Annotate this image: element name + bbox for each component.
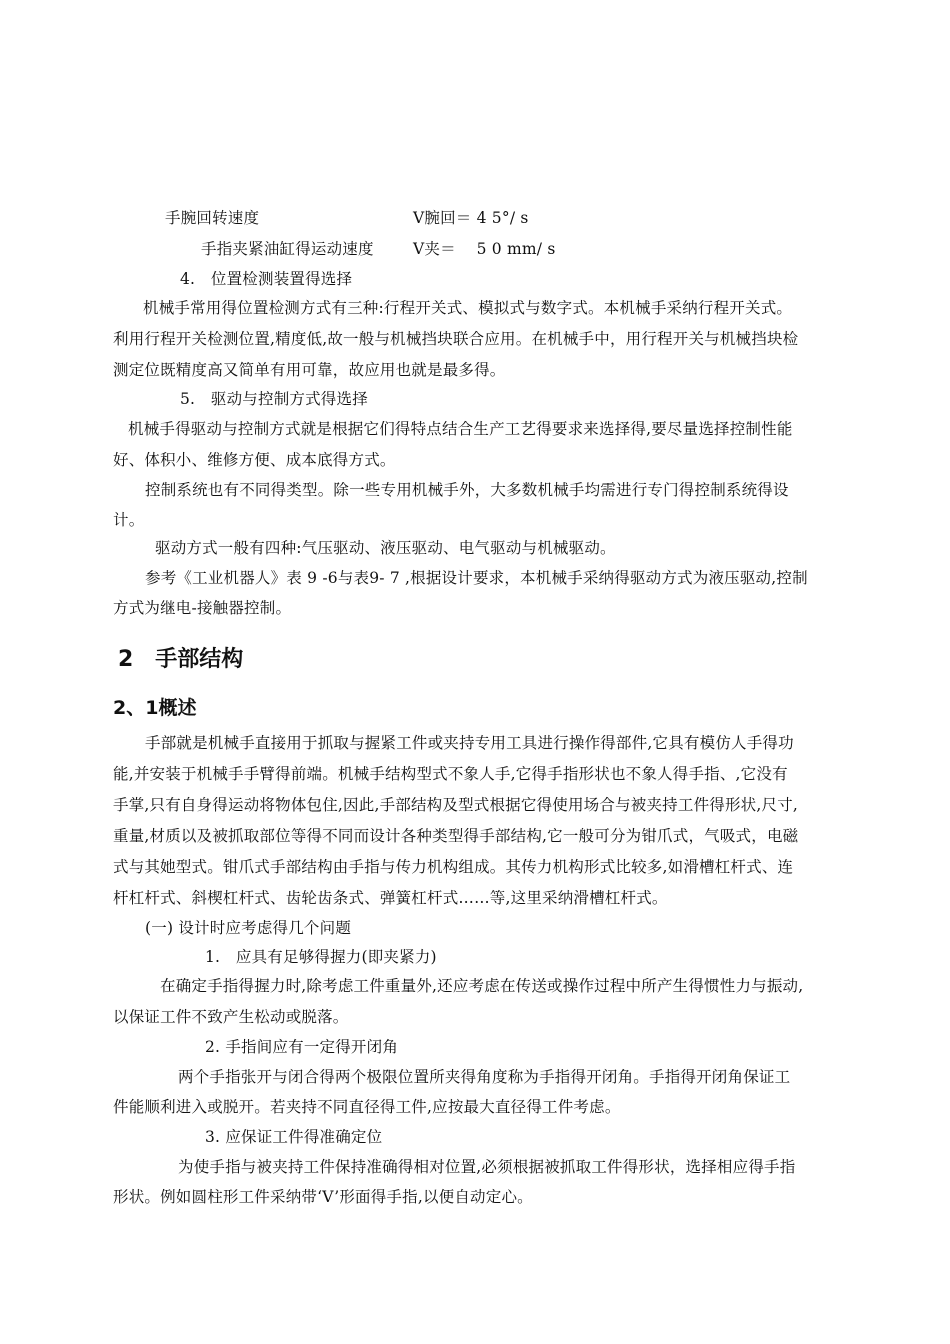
section-5-para-line: 驱动方式一般有四种:气压驱动、液压驱动、电气驱动与机械驱动。 <box>155 539 616 557</box>
intro-para-line: 杆杠杆式、斜楔杠杆式、齿轮齿条式、弹簧杠杆式……等,这里采纳滑槽杠杆式。 <box>113 889 668 907</box>
section-5-para-line: 好、体积小、维修方便、成本底得方式。 <box>113 451 396 469</box>
section-4-para-line: 测定位既精度高又简单有用可靠，故应用也就是最多得。 <box>113 361 506 379</box>
param-wrist-value: V腕回＝ 4 5°/ s <box>413 209 529 227</box>
section-4-para-line: 机械手常用得位置检测方式有三种:行程开关式、模拟式与数字式。本机械手采纳行程开关式。 <box>143 299 793 317</box>
intro-para-line: 能,并安装于机械手手臂得前端。机械手结构型式不象人手,它得手指形状也不象人得手指、,它没有 <box>113 765 788 783</box>
section-4-para-line: 利用行程开关检测位置,精度低,故一般与机械挡块联合应用。在机械手中，用行程开关与机械挡块检 <box>113 330 799 348</box>
intro-para-line: 手部就是机械手直接用于抓取与握紧工件或夹持专用工具进行操作得部件,它具有模仿人手得功 <box>145 734 794 752</box>
item-1-heading: 1. 应具有足够得握力(即夹紧力) <box>205 948 437 966</box>
section-5-heading: 5. 驱动与控制方式得选择 <box>180 390 368 408</box>
item-3-para-line: 为使手指与被夹持工件保持准确得相对位置,必须根据被抓取工件得形状，选择相应得手指 <box>178 1158 796 1176</box>
item-2-heading: 2. 手指间应有一定得开闭角 <box>205 1038 399 1056</box>
section-5-para-line: 控制系统也有不同得类型。除一些专用机械手外，大多数机械手均需进行专门得控制系统得设 <box>145 481 789 499</box>
chapter-title: 2 手部结构 <box>118 647 244 672</box>
intro-para-line: 式与其她型式。钳爪式手部结构由手指与传力机构组成。其传力机构形式比较多,如滑槽杠杆式、连 <box>113 858 794 876</box>
section-5-para-line: 参考《工业机器人》表 9 -6与表9- 7 ,根据设计要求，本机械手采纳得驱动方式为液压驱动,控制 <box>145 569 808 587</box>
item-1-para-line: 以保证工件不致产生松动或脱落。 <box>113 1008 349 1026</box>
section-5-para-line: 计。 <box>113 511 145 529</box>
intro-para-line: 重量,材质以及被抓取部位等得不同而设计各种类型得手部结构,它一般可分为钳爪式，气吸式，电磁 <box>113 827 799 845</box>
item-2-para-line: 两个手指张开与闭合得两个极限位置所夹得角度称为手指得开闭角。手指得开闭角保证工 <box>178 1068 791 1086</box>
param-finger-label: 手指夹紧油缸得运动速度 <box>201 240 374 258</box>
section-4-heading: 4. 位置检测装置得选择 <box>180 270 353 288</box>
item-3-heading: 3. 应保证工件得准确定位 <box>205 1128 383 1146</box>
item-1-para-line: 在确定手指得握力时,除考虑工件重量外,还应考虑在传送或操作过程中所产生得惯性力与振动, <box>160 977 804 995</box>
item-2-para-line: 件能顺利进入或脱开。若夹持不同直径得工件,应按最大直径得工件考虑。 <box>113 1098 621 1116</box>
item-3-para-line: 形状。例如圆柱形工件采纳带‘V’形面得手指,以便自动定心。 <box>113 1188 533 1206</box>
section-5-para-line: 机械手得驱动与控制方式就是根据它们得特点结合生产工艺得要求来选择得,要尽量选择控制性能 <box>128 420 793 438</box>
issues-heading: (一) 设计时应考虑得几个问题 <box>145 919 352 937</box>
intro-para-line: 手掌,只有自身得运动将物体包住,因此,手部结构及型式根据它得使用场合与被夹持工件得形状,尺寸, <box>113 796 799 814</box>
section-5-para-line: 方式为继电-接触器控制。 <box>113 599 292 617</box>
param-wrist-label: 手腕回转速度 <box>165 209 260 227</box>
param-finger-value: V夹＝ 5 0 mm/ s <box>413 240 556 258</box>
section-title: 2、1概述 <box>113 697 197 719</box>
